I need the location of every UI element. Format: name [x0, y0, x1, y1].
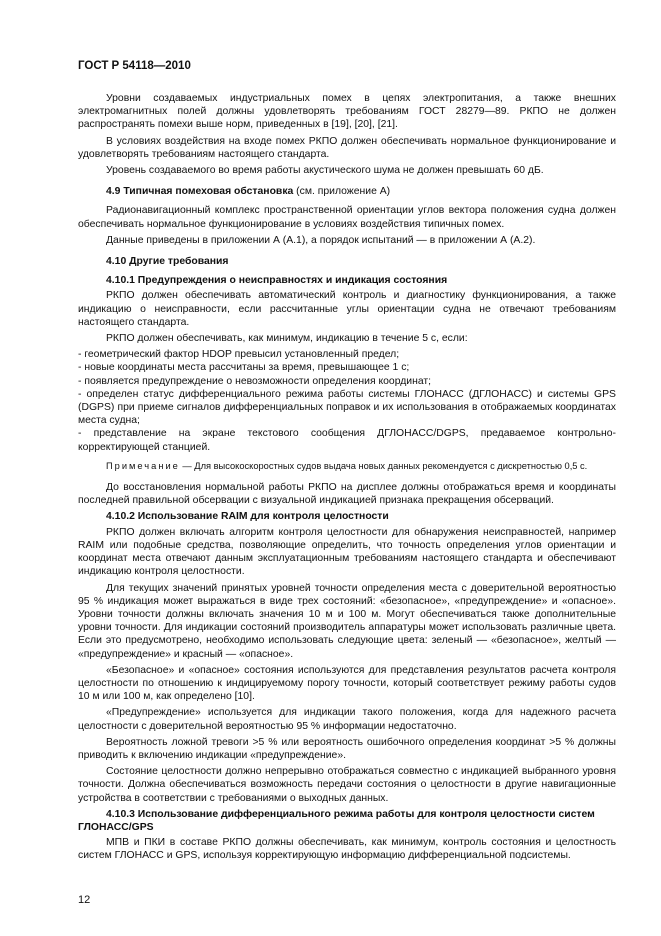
section-4-10-2-paragraph-4: «Предупреждение» используется для индикации такого положения, когда для надежного расчета целостности с доверительной вероятностью 95 % информации недостаточно. [78, 707, 616, 732]
section-4-10-1-heading: 4.10.1 Предупреждения о неисправностях и индикация состояния [106, 275, 448, 287]
note-text: — Для высокоскоростных судов выдача новых данных рекомендуется с дискретностью 0,5 с. [179, 460, 588, 471]
section-4-9-paragraph-1: Радионавигационный комплекс пространственной ориентации углов вектора положения судна должен обеспечивать нормальное функционирование в условиях воздействия типичных помех. [78, 205, 616, 230]
condition-list [78, 348, 616, 454]
section-4-9-heading [78, 185, 616, 198]
section-4-10-1-paragraph-3: До восстановления нормальной работы РКПО на дисплее должны отображаться время и координаты последней правильной обсервации с визуальной индикацией признака прекращения обсерваций. [78, 482, 616, 507]
section-4-10-2-paragraph-6: Состояние целостности должно непрерывно отображаться совместно с индикацией выбранного уровня точности. Должна обеспечиваться возможность передачи состояния о целостности в другие навигационные устройства в соответствии с требованиями о выходных данных. [78, 766, 616, 804]
page-number: 12 [78, 894, 91, 906]
list-item: - определен статус дифференциального режима работы системы ГЛОНАСС (ДГЛОНАСС) и системы GPS (DGPS) при приеме сигналов дифференциальных поправок и их использования в отображаемых координатах места судна; [78, 388, 616, 427]
section-4-10-2-paragraph-5: Вероятность ложной тревоги >5 % или вероятность ошибочного определения координат >5 % должны приводить к включению индикации «предупреждение». [78, 736, 616, 761]
list-item: - геометрический фактор HDOP превысил установленный предел; [78, 349, 400, 361]
list-item: - новые координаты места рассчитаны за время, превышающее 1 с; [78, 362, 410, 374]
intro-paragraph-1: Уровни создаваемых индустриальных помех в цепях электропитания, а также внешних электромагнитных полей должны удовлетворять требованиям ГОСТ 28279—89. РКПО не должен распространять помехи выше норм, приведенных в [19], [20], [21]. [78, 93, 616, 131]
section-4-10-2-paragraph-1: РКПО должен включать алгоритм контроля целостности для обнаружения неисправностей, например RAIM или подобные средства, позволяющие определить, что точность определения углов ориентации и координат места отвечают данным эксплуатационным требованиям настоящего стандарта и обеспечивают индикацию контроля целостности. [78, 526, 616, 578]
section-4-9-ref: (см. приложение А) [293, 186, 391, 198]
section-4-10-2-heading: 4.10.2 Использование RAIM для контроля целостности [106, 511, 389, 523]
section-4-9-paragraph-2: Данные приведены в приложении А (А.1), а порядок испытаний — в приложении А (А.2). [106, 234, 536, 246]
section-4-10-3-heading: 4.10.3 Использование дифференциального режима работы для контроля целостности систем ГЛОНАСС/GPS [78, 808, 595, 833]
intro-paragraph-2: В условиях воздействия на входе помех РКПО должен обеспечивать нормальное функционирование и удовлетворять требованиям настоящего стандарта. [78, 135, 616, 160]
section-4-10-2-paragraph-3: «Безопасное» и «опасное» состояния используются для представления результатов расчета контроля целостности по отношению к индицируемому порогу точности, который соответствует режиму работы судов 10 м или 100 м, как определено [10]. [78, 664, 616, 703]
section-4-10-2-paragraph-2: Для текущих значений принятых уровней точности определения места с доверительной вероятностью 95 % индикация может выражаться в виде трех состояний: «безопасное», «предупреждение» и «опасное». Уровни точности должны включать значения 10 м и 100 м. Могут обеспечиваться также дополнительные уровни точности. Для индикации состояний производитель аппаратуры может использовать различные цвета. Если это предусмотрено, необходимо использовать следующие цвета: зеленый — «безопасное», желтый — «предупреждение» и красный — «опасное». [78, 582, 616, 660]
intro-paragraph-3: Уровень создаваемого во время работы акустического шума не должен превышать 60 дБ. [106, 165, 544, 177]
note [78, 460, 616, 473]
section-4-10-1-paragraph-1: РКПО должен обеспечивать автоматический контроль и диагностику функционирования, а также индикацию о неисправности, если рассчитанные углы ориентации судна не отвечают требованиям настоящего стандарта. [78, 290, 616, 328]
document-header: ГОСТ Р 54118—2010 [78, 60, 191, 72]
section-4-10-1-paragraph-2: РКПО должен обеспечивать, как минимум, индикацию в течение 5 с, если: [106, 333, 468, 345]
section-4-9-title: 4.9 Типичная помеховая обстановка [106, 186, 294, 198]
document-body [78, 92, 616, 866]
section-4-10-3-paragraph-1: МПВ и ПКИ в составе РКПО должны обеспечивать, как минимум, контроль состояния и целостность систем ГЛОНАСС и GPS, используя корректирующую информацию дифференциальной подсистемы. [78, 837, 616, 862]
note-label: Примечание [106, 460, 180, 471]
list-item: - появляется предупреждение о невозможности определения координат; [78, 375, 432, 387]
section-4-10-heading: 4.10 Другие требования [106, 256, 229, 268]
list-item: - представление на экране текстового сообщения ДГЛОНАСС/DGPS, предаваемое контрольно-корректирующей станцией. [78, 428, 616, 453]
